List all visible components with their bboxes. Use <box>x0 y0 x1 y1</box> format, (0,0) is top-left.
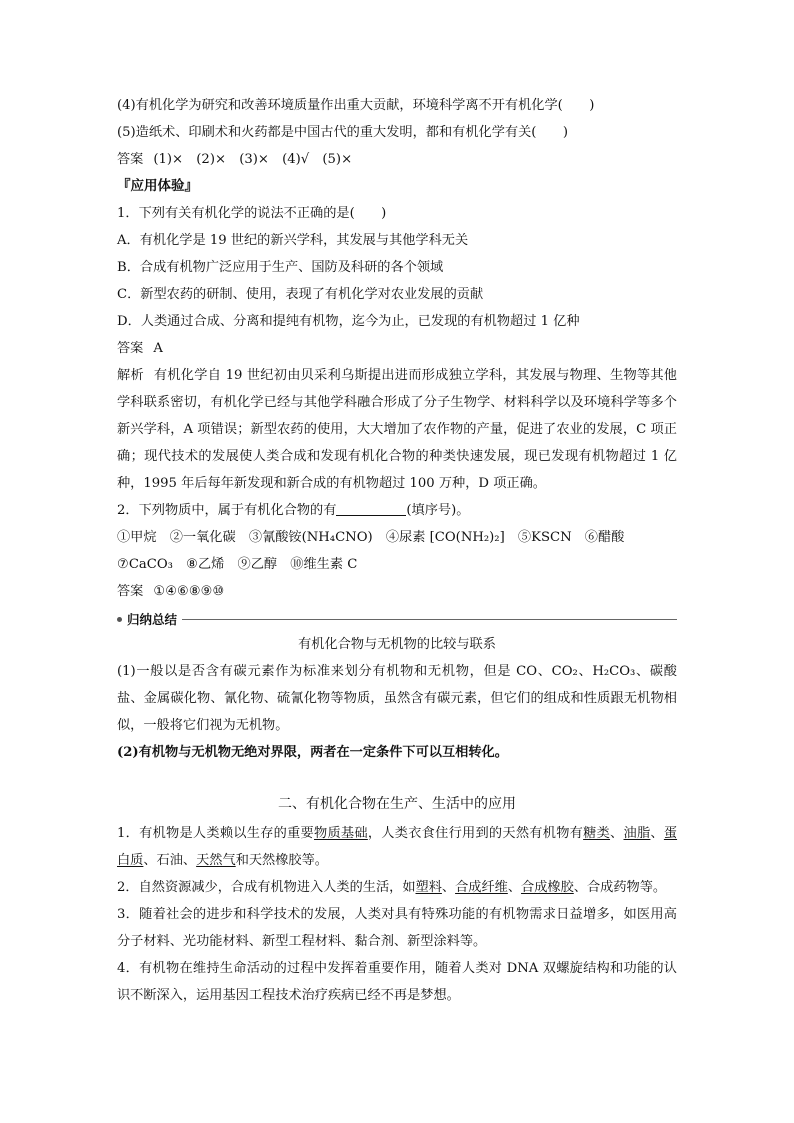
apply-heading: 『应用体验』 <box>117 178 198 194</box>
underlined-term: 油脂 <box>623 826 651 841</box>
summary-header <box>117 607 677 631</box>
summary-label: 归纳总结 <box>127 612 178 627</box>
underlined-term: 合成纤维 <box>455 880 508 895</box>
answer-label: 答案 <box>117 152 144 167</box>
spacer <box>117 766 677 788</box>
q1-option-c: C．新型农药的研制、使用，表现了有机化学对农业发展的贡献 <box>117 287 484 302</box>
answer-text: A <box>153 341 163 356</box>
summary-title: 有机化合物与无机物的比较与联系 <box>298 637 496 652</box>
section2-paragraph-2: 2．自然资源减少，合成有机物进入人类的生活，如塑料、合成纤维、合成橡胶、合成药物等。 <box>117 880 667 895</box>
q1-analysis <box>117 362 677 497</box>
judge-question-5: (5)造纸术、印刷术和火药都是中国古代的重大发明，都和有机化学有关( ) <box>117 125 568 140</box>
summary-paragraph-1: (1)一般以是否含有碳元素作为标准来划分有机物和无机物，但是 CO、CO₂、H₂CO₃、碳酸盐、金属碳化物、氰化物、硫氰化物等物质，虽然含有碳元素，但它们的组成和性质跟无机物相似，一般将它们视为无机物。 <box>117 664 677 733</box>
q2-answer <box>117 578 677 605</box>
answer-label: 答案 <box>117 341 144 356</box>
q2-stem: 2．下列物质中，属于有机化合物的有 (填序号)。 <box>117 503 470 518</box>
analysis-text: 有机化学自 19 世纪初由贝采利乌斯提出进而形成独立学科，其发展与物理、生物等其他学科联系密切，有机化学已经与其他学科融合形成了分子生物学、材料科学以及环境科学等多个新兴学科，A 项错误；新型农药的使用，大大增加了农作物的产量，促进了农业的发展，C 项正确；现代技术的发展使人类合成和发现有机化合物的种类快速发展，现已发现有机物超过 1 亿种，1995 年后每年新发现和新合成的有机物超过 100 万种，D 项正确。 <box>117 368 677 491</box>
answer-blank <box>336 501 406 516</box>
underlined-term: 天然气 <box>196 853 236 868</box>
section2-paragraph-1: 1．有机物是人类赖以生存的重要物质基础，人类衣食住行用到的天然有机物有糖类、油脂、蛋白质、石油、天然气和天然橡胶等。 <box>117 826 678 868</box>
section2-paragraph-4: 4．有机物在维持生命活动的过程中发挥着重要作用，随着人类对 DNA 双螺旋结构和功能的认识不断深入，运用基因工程技术治疗疾病已经不再是梦想。 <box>117 961 677 1003</box>
bullet-icon <box>117 617 122 622</box>
q1-answer <box>117 335 677 362</box>
analysis-label: 解析 <box>117 368 144 383</box>
section-title: 二、有机化合物在生产、生活中的应用 <box>278 796 516 812</box>
q2-items-line-2: ⑦CaCO₃ ⑧乙烯 ⑨乙醇 ⑩维生素 C <box>117 557 358 572</box>
divider <box>182 619 677 620</box>
underlined-term: 物质基础 <box>314 826 368 841</box>
q2-items-line-1: ①甲烷 ②一氧化碳 ③氰酸铵(NH₄CNO) ④尿素 [CO(NH₂)₂] ⑤KSCN ⑥醋酸 <box>117 530 625 545</box>
judge-question-4: (4)有机化学为研究和改善环境质量作出重大贡献，环境科学离不开有机化学( ) <box>117 98 595 113</box>
answer-text: ①④⑥⑧⑨⑩ <box>153 584 225 599</box>
document-page <box>117 92 677 1009</box>
q1-option-b: B．合成有机物广泛应用于生产、国防及科研的各个领域 <box>117 260 444 275</box>
section2-paragraph-3: 3．随着社会的进步和科学技术的发展，人类对具有特殊功能的有机物需求日益增多，如医用高分子材料、光功能材料、新型工程材料、黏合剂、新型涂料等。 <box>117 907 677 949</box>
judge-answer <box>117 146 677 173</box>
q1-option-a: A．有机化学是 19 世纪的新兴学科，其发展与其他学科无关 <box>117 233 469 248</box>
underlined-term: 蛋白质 <box>117 826 678 868</box>
underlined-term: 合成橡胶 <box>521 880 574 895</box>
q1-stem: 1．下列有关有机化学的说法不正确的是( ) <box>117 206 387 221</box>
answer-text: (1)× (2)× (3)× (4)√ (5)× <box>153 152 353 167</box>
q1-option-d: D．人类通过合成、分离和提纯有机物，迄今为止，已发现的有机物超过 1 亿种 <box>117 314 580 329</box>
underlined-term: 塑料 <box>415 880 442 895</box>
answer-label: 答案 <box>117 584 144 599</box>
summary-paragraph-2: (2)有机物与无机物无绝对界限，两者在一定条件下可以互相转化。 <box>117 745 508 760</box>
underlined-term: 糖类 <box>583 826 611 841</box>
